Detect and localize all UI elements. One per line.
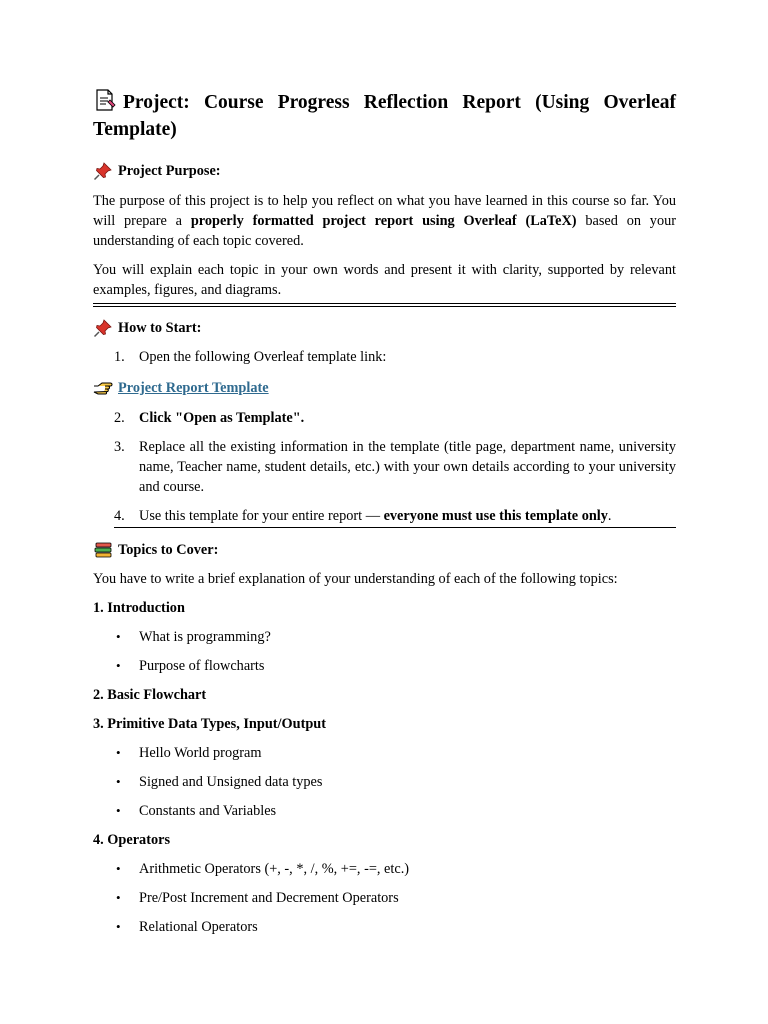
purpose-heading-text: Project Purpose: [118,163,221,179]
list-item-text: Signed and Unsigned data types [139,774,323,790]
list-item-text: Constants and Variables [139,803,277,819]
topic-heading: 4. Operators [93,832,171,848]
step-text: Open the following Overleaf template link: [139,349,387,365]
topics-heading-text: Topics to Cover: [118,542,219,558]
step4-pre: Use this template for your entire report — [139,508,384,524]
step-number: 2. [114,410,125,426]
page-title [93,88,676,143]
list-item [93,656,676,676]
purpose-p1-bold: properly formatted project report using Overleaf (LaTeX) [190,213,577,229]
purpose-p1-pre: The purpose of this project is to help you reflect on what you have learned in this course so far. You will prepare a [93,193,676,229]
step4-post: . [607,508,612,524]
topic-3-list [93,743,676,821]
topics-intro: You have to write a brief explanation of your understanding of each of the following topics: [93,571,618,587]
list-item-text: Hello World program [139,745,262,761]
step-text: Click "Open as Template". [139,410,305,426]
list-item [93,772,676,792]
list-item-text: Arithmetic Operators (+, -, *, /, %, +=, -=, etc.) [139,861,410,877]
topic-4-list [93,859,676,937]
topic-heading: 1. Introduction [93,600,185,616]
list-item [93,347,676,367]
books-icon [93,540,113,560]
list-item [93,506,676,526]
page-title-text: Project: Course Progress Reflection Report (Using Overleaf Template) [93,92,676,140]
start-heading [93,318,676,338]
project-report-template-link[interactable]: Project Report Template [118,380,269,396]
purpose-heading [93,161,676,181]
topic-heading: 3. Primitive Data Types, Input/Output [93,716,327,732]
step4-bold: everyone must use this template only [383,508,608,524]
purpose-p1-post: based on your understanding of each topic covered. [93,213,677,249]
step-number: 3. [114,439,125,455]
start-heading-text: How to Start: [118,320,202,336]
topic-1-list [93,627,676,676]
purpose-paragraph-2: You will explain each topic in your own words and present it with clarity, supported by relevant examples, figures, and diagrams. [93,262,676,298]
topic-heading: 2. Basic Flowchart [93,687,207,703]
pointing-hand-icon [93,380,113,396]
step-number: 4. [114,508,125,524]
step-text: Replace all the existing information in the template (title page, department name, university name, Teacher name, student details, etc.) with your own details according to your university and course. [139,439,676,495]
purpose-paragraph-1 [93,191,676,251]
steps-list-b [93,408,676,526]
list-item-text: What is programming? [139,629,271,645]
list-item [93,627,676,647]
list-item [93,743,676,763]
pushpin-icon [93,318,113,338]
list-item [93,917,676,937]
list-item [93,859,676,879]
list-item-text: Relational Operators [139,919,258,935]
topics-heading [93,540,676,560]
steps-list-a [93,347,676,367]
list-item-text: Pre/Post Increment and Decrement Operators [139,890,399,906]
list-item-text: Purpose of flowcharts [139,658,265,674]
list-item [93,408,676,428]
list-item [93,888,676,908]
list-item [93,801,676,821]
template-link-line [93,378,676,398]
document-content [93,88,676,937]
step-number: 1. [114,349,125,365]
list-item [93,437,676,497]
pushpin-icon [93,161,113,181]
memo-icon [93,88,117,112]
